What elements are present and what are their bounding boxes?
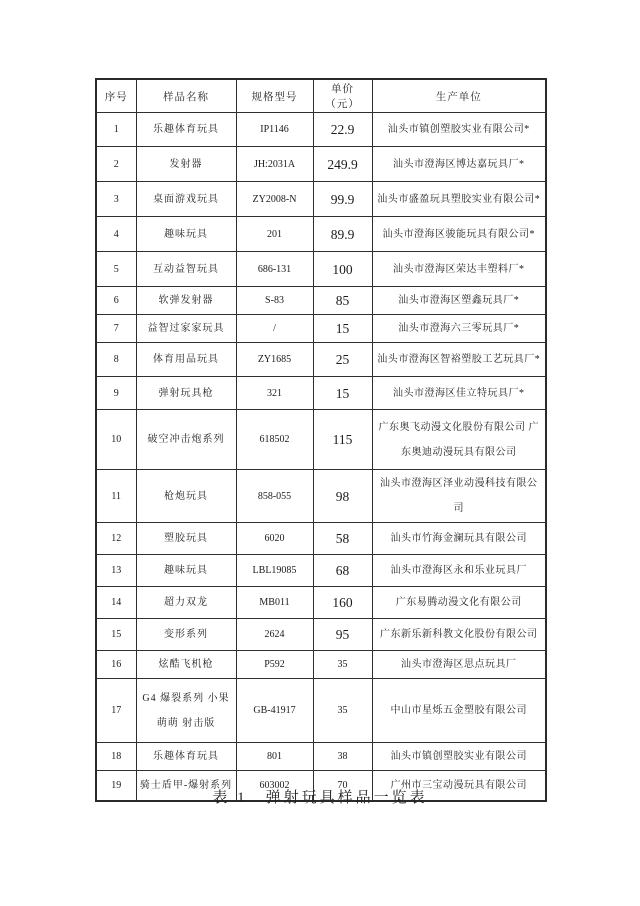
cell-model: ZY2008-N <box>236 182 313 217</box>
cell-serial-number: 15 <box>96 619 136 651</box>
cell-sample-name: 超力双龙 <box>136 587 236 619</box>
cell-sample-name: 炫酷飞机枪 <box>136 651 236 679</box>
cell-model: 686-131 <box>236 252 313 287</box>
cell-unit-price: 22.9 <box>313 113 372 147</box>
table-header-row <box>96 79 546 113</box>
table-row <box>96 651 546 679</box>
cell-unit-price: 95 <box>313 619 372 651</box>
cell-producer: 广东新乐新科教文化股份有限公司 <box>372 619 546 651</box>
cell-serial-number: 5 <box>96 252 136 287</box>
cell-unit-price: 35 <box>313 651 372 679</box>
cell-model: 618502 <box>236 410 313 470</box>
table-caption: 表 1 弹射玩具样品一览表 <box>212 790 428 806</box>
cell-serial-number: 14 <box>96 587 136 619</box>
table-row <box>96 343 546 377</box>
table-row <box>96 377 546 410</box>
table-row <box>96 410 546 470</box>
table-row <box>96 147 546 182</box>
table-row <box>96 182 546 217</box>
cell-sample-name: 弹射玩具枪 <box>136 377 236 410</box>
cell-sample-name: 破空冲击炮系列 <box>136 410 236 470</box>
cell-serial-number: 16 <box>96 651 136 679</box>
cell-producer: 广东易腾动漫文化有限公司 <box>372 587 546 619</box>
cell-producer: 汕头市澄海区泽业动漫科技有限公司 <box>372 470 546 523</box>
cell-model: 321 <box>236 377 313 410</box>
header-serial-number: 序号 <box>96 79 136 113</box>
cell-model: 801 <box>236 743 313 771</box>
cell-serial-number: 12 <box>96 523 136 555</box>
cell-producer: 汕头市竹海金澜玩具有限公司 <box>372 523 546 555</box>
cell-sample-name: G4 爆裂系列 小果萌萌 射击版 <box>136 679 236 743</box>
cell-model: / <box>236 315 313 343</box>
cell-serial-number: 4 <box>96 217 136 252</box>
cell-model: S-83 <box>236 287 313 315</box>
table-row <box>96 555 546 587</box>
cell-unit-price: 70 <box>313 771 372 801</box>
header-producer: 生产单位 <box>372 79 546 113</box>
cell-producer: 汕头市澄海六三零玩具厂* <box>372 315 546 343</box>
cell-unit-price: 85 <box>313 287 372 315</box>
cell-producer: 汕头市澄海区塑鑫玩具厂* <box>372 287 546 315</box>
cell-producer: 汕头市澄海区永和乐业玩具厂 <box>372 555 546 587</box>
cell-model: JH:2031A <box>236 147 313 182</box>
cell-model: LBL19085 <box>236 555 313 587</box>
cell-sample-name: 体育用品玩具 <box>136 343 236 377</box>
table-row <box>96 113 546 147</box>
cell-sample-name: 塑胶玩具 <box>136 523 236 555</box>
table-row <box>96 252 546 287</box>
cell-serial-number: 11 <box>96 470 136 523</box>
cell-unit-price: 249.9 <box>313 147 372 182</box>
cell-producer: 汕头市澄海区佳立特玩具厂* <box>372 377 546 410</box>
cell-unit-price: 115 <box>313 410 372 470</box>
cell-producer: 广东奥飞动漫文化股份有限公司 广东奥迪动漫玩具有限公司 <box>372 410 546 470</box>
cell-producer: 汕头市盛盈玩具塑胶实业有限公司* <box>372 182 546 217</box>
table-row <box>96 587 546 619</box>
cell-model: P592 <box>236 651 313 679</box>
cell-serial-number: 7 <box>96 315 136 343</box>
cell-unit-price: 15 <box>313 377 372 410</box>
cell-serial-number: 2 <box>96 147 136 182</box>
cell-sample-name: 益智过家家玩具 <box>136 315 236 343</box>
table-row <box>96 523 546 555</box>
cell-model: 858-055 <box>236 470 313 523</box>
cell-producer: 汕头市澄海区骏能玩具有限公司* <box>372 217 546 252</box>
cell-model: 201 <box>236 217 313 252</box>
cell-unit-price: 58 <box>313 523 372 555</box>
cell-unit-price: 38 <box>313 743 372 771</box>
table-row <box>96 287 546 315</box>
cell-serial-number: 6 <box>96 287 136 315</box>
table-row <box>96 315 546 343</box>
sample-table <box>95 78 547 802</box>
cell-sample-name: 骑士盾甲-爆射系列 <box>136 771 236 801</box>
cell-sample-name: 乐趣体育玩具 <box>136 743 236 771</box>
cell-producer: 汕头市澄海区思点玩具厂 <box>372 651 546 679</box>
cell-producer: 汕头市澄海区博达嘉玩具厂* <box>372 147 546 182</box>
cell-producer: 广州市三宝动漫玩具有限公司 <box>372 771 546 801</box>
cell-model: GB-41917 <box>236 679 313 743</box>
cell-sample-name: 乐趣体育玩具 <box>136 113 236 147</box>
cell-sample-name: 枪炮玩具 <box>136 470 236 523</box>
cell-unit-price: 15 <box>313 315 372 343</box>
cell-serial-number: 19 <box>96 771 136 801</box>
cell-unit-price: 25 <box>313 343 372 377</box>
cell-model: 2624 <box>236 619 313 651</box>
cell-serial-number: 9 <box>96 377 136 410</box>
cell-model: IP1146 <box>236 113 313 147</box>
cell-unit-price: 89.9 <box>313 217 372 252</box>
cell-model: ZY1685 <box>236 343 313 377</box>
cell-serial-number: 17 <box>96 679 136 743</box>
cell-unit-price: 98 <box>313 470 372 523</box>
cell-serial-number: 13 <box>96 555 136 587</box>
cell-serial-number: 18 <box>96 743 136 771</box>
cell-unit-price: 35 <box>313 679 372 743</box>
cell-producer: 汕头市镇创塑胶实业有限公司 <box>372 743 546 771</box>
cell-sample-name: 发射器 <box>136 147 236 182</box>
cell-sample-name: 变形系列 <box>136 619 236 651</box>
cell-unit-price: 160 <box>313 587 372 619</box>
cell-producer: 汕头市镇创塑胶实业有限公司* <box>372 113 546 147</box>
cell-producer: 汕头市澄海区荣达丰塑料厂* <box>372 252 546 287</box>
cell-sample-name: 软弹发射器 <box>136 287 236 315</box>
cell-sample-name: 互动益智玩具 <box>136 252 236 287</box>
cell-serial-number: 1 <box>96 113 136 147</box>
table-row <box>96 619 546 651</box>
cell-producer: 中山市星烁五金塑胶有限公司 <box>372 679 546 743</box>
header-unit-price: 单价（元） <box>313 79 372 113</box>
header-sample-name: 样品名称 <box>136 79 236 113</box>
header-model: 规格型号 <box>236 79 313 113</box>
cell-serial-number: 3 <box>96 182 136 217</box>
table-row <box>96 679 546 743</box>
table-row <box>96 470 546 523</box>
cell-sample-name: 趣味玩具 <box>136 555 236 587</box>
cell-sample-name: 趣味玩具 <box>136 217 236 252</box>
table-row <box>96 217 546 252</box>
cell-unit-price: 99.9 <box>313 182 372 217</box>
cell-serial-number: 8 <box>96 343 136 377</box>
cell-sample-name: 桌面游戏玩具 <box>136 182 236 217</box>
cell-model: 6020 <box>236 523 313 555</box>
table-row <box>96 743 546 771</box>
cell-unit-price: 100 <box>313 252 372 287</box>
cell-model: MB011 <box>236 587 313 619</box>
cell-unit-price: 68 <box>313 555 372 587</box>
cell-model: 603002 <box>236 771 313 801</box>
cell-serial-number: 10 <box>96 410 136 470</box>
cell-producer: 汕头市澄海区智裕塑胶工艺玩具厂* <box>372 343 546 377</box>
